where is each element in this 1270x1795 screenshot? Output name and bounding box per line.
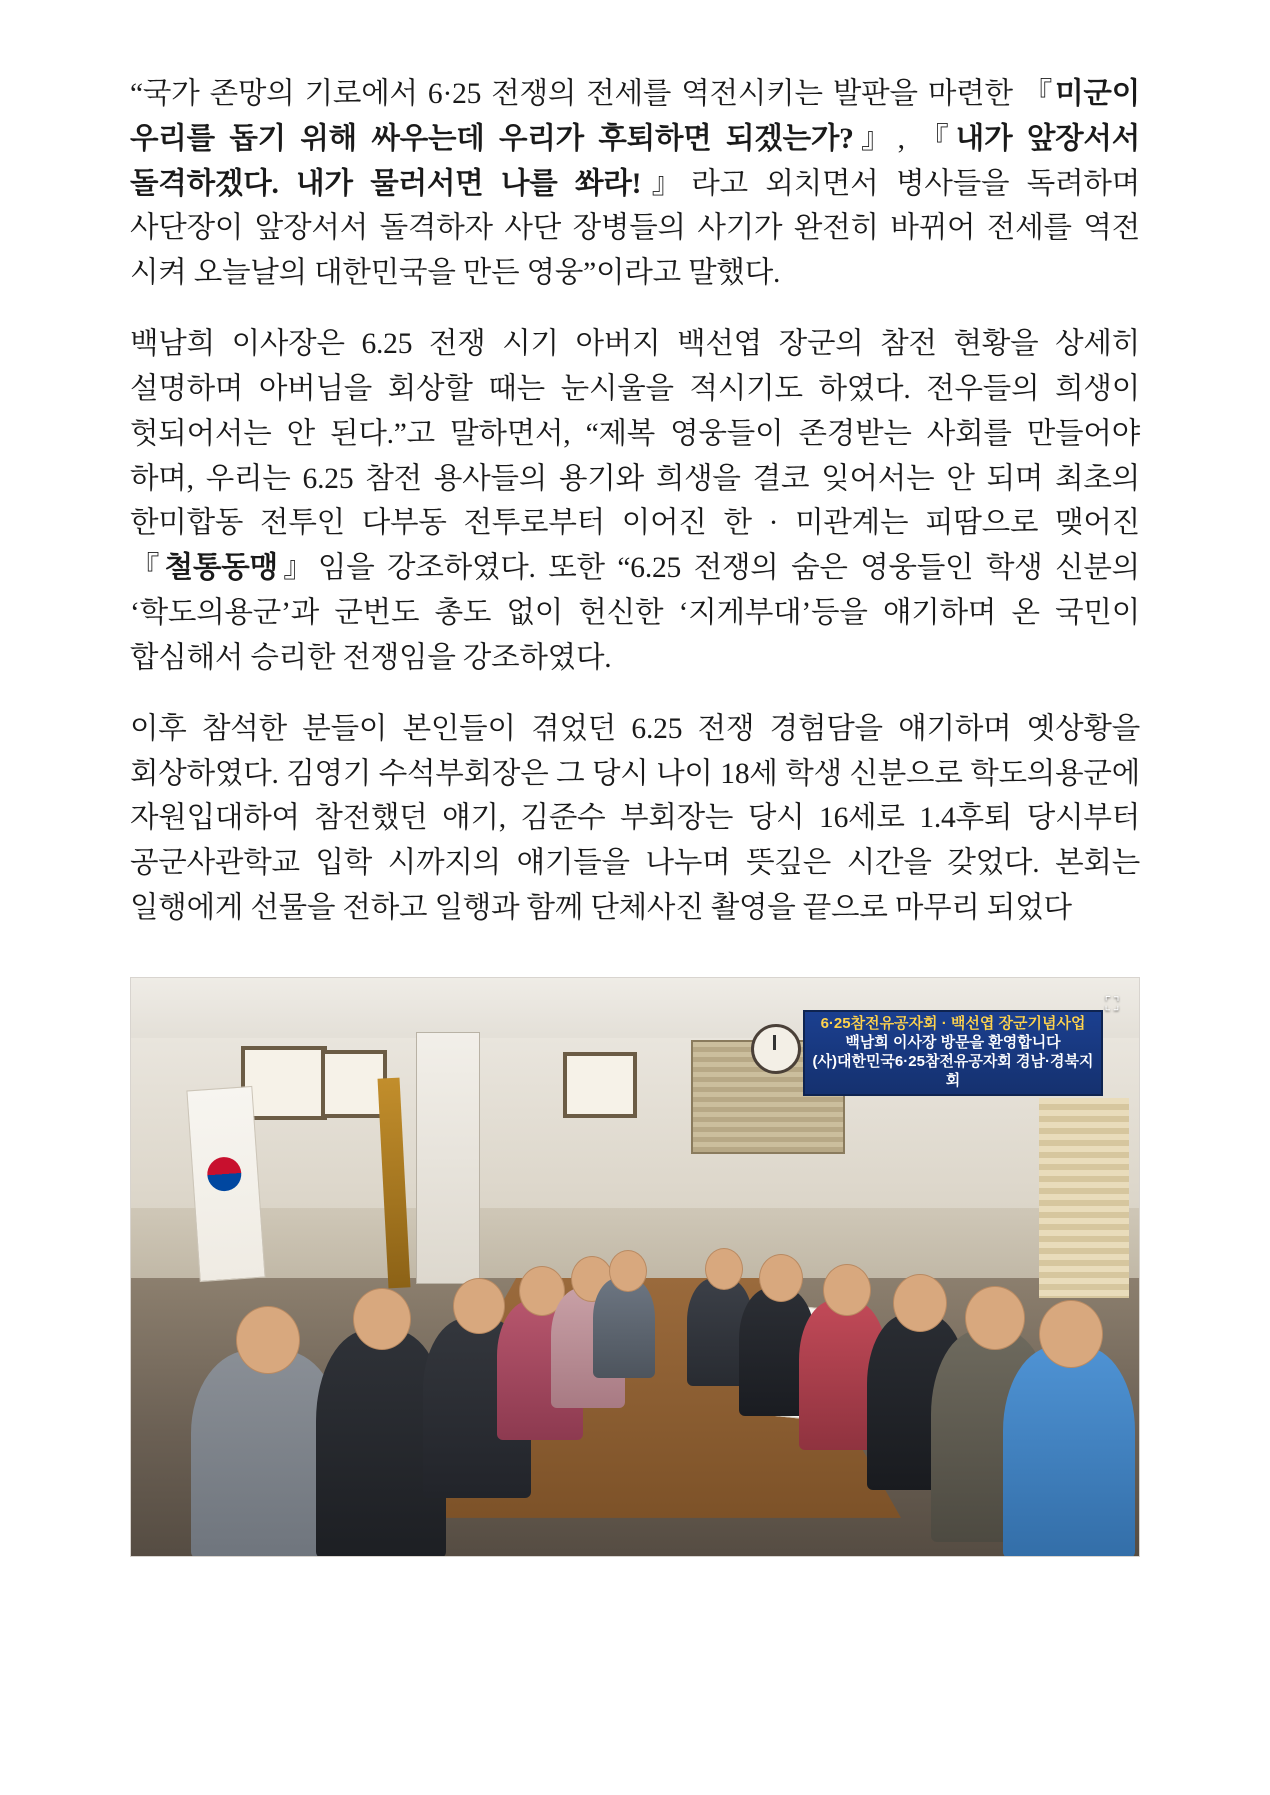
photo-air-conditioner: [416, 1032, 480, 1284]
attendee-head: [1039, 1300, 1103, 1368]
attendee-head: [705, 1248, 743, 1290]
attendee: [593, 1278, 655, 1378]
korean-flag: [186, 1086, 265, 1282]
attendee-head: [236, 1306, 300, 1374]
group-photo[interactable]: [130, 977, 1140, 1557]
attendee-head: [893, 1274, 947, 1332]
paragraph-2-run-3: 』임을 강조하였다. 또한 “6.25 전쟁의 숨은 영웅들인 학생 신분의 ‘학도의용군’과 군번도 총도 없이 헌신한 ‘지게부대’등을 얘기하며 온 국민이 합심해서 승리한 전쟁임을 강조하였다.: [130, 552, 1140, 674]
welcome-banner-line1: 6·25참전유공자회 · 백선엽 장군기념사업: [820, 1015, 1086, 1033]
paragraph-1-run-2: 미군이 우리를 돕기 위해 싸우는데 우리가 후퇴하면 되겠는가?: [130, 78, 1140, 155]
attendee-head: [609, 1250, 647, 1292]
attendee: [1003, 1346, 1135, 1557]
paragraph-2: [130, 322, 1140, 681]
attendee-head: [965, 1286, 1025, 1350]
attendee-head: [759, 1254, 803, 1302]
photo-window-blind: [1039, 1098, 1129, 1298]
welcome-banner: [803, 1010, 1103, 1096]
welcome-banner-line3: (사)대한민국6·25참전유공자회 경남·경북지회: [812, 1052, 1094, 1089]
attendee-head: [453, 1278, 505, 1334]
paragraph-2-run-1: 백남희 이사장은 6.25 전쟁 시기 아버지 백선엽 장군의 참전 현황을 상세히 설명하며 아버님을 회상할 때는 눈시울을 적시기도 하였다. 전우들의 희생이 헛되어서는 안 된다.”고 말하면서, “제복 영웅들이 존경받는 사회를 만들어야 하며, 우리는 6.25 참전 용사들의 용기와 희생을 결코 잊어서는 안 되며 최초의 한미합동 전투인 다부동 전투로부터 이어진 한 · 미관계는 피땀으로 맺어진 『: [130, 328, 1140, 585]
attendee-head: [823, 1264, 871, 1316]
welcome-banner-line2: 백남희 이사장 방문을 환영합니다: [845, 1034, 1061, 1052]
paragraph-1-run-3: 』, 『: [853, 122, 956, 155]
wall-clock-icon: [751, 1024, 801, 1074]
article-figure: [130, 977, 1140, 1557]
article-body: [130, 72, 1140, 1557]
paragraph-3: [130, 707, 1140, 931]
attendee-head: [353, 1288, 411, 1350]
paragraph-1: [130, 72, 1140, 296]
paragraph-1-run-5: 』라고 외치면서 병사들을 독려하며 사단장이 앞장서서 돌격하자 사단 장병들의 사기가 완전히 바뀌어 전세를 역전 시켜 오늘날의 대한민국을 만든 영웅”이라고 말했다.: [130, 167, 1140, 290]
paragraph-1-run-4: 내가 앞장서서 돌격하겠다. 내가 물러서면 나를 쏴라!: [130, 122, 1141, 200]
paragraph-2-run-2: 철통동맹: [164, 552, 278, 585]
expand-icon[interactable]: ⛶: [1105, 993, 1119, 1015]
photo-wall-frame: [563, 1052, 637, 1118]
paragraph-3-run-1: 이후 참석한 분들이 본인들이 겪었던 6.25 전쟁 경험담을 얘기하며 옛상황을 회상하였다. 김영기 수석부회장은 그 당시 나이 18세 학생 신분으로 학도의용군에 자원입대하여 참전했던 얘기, 김준수 부회장는 당시 16세로 1.4후퇴 당시부터 공군사관학교 입학 시까지의 얘기들을 나누며 뜻깊은 시간을 갖었다. 본회는 일행에게 선물을 전하고 일행과 함께 단체사진 촬영을 끝으로 마무리 되었다: [130, 712, 1140, 925]
paragraph-1-run-1: “국가 존망의 기로에서 6·25 전쟁의 전세를 역전시키는 발판을 마련한 『: [130, 78, 1056, 110]
